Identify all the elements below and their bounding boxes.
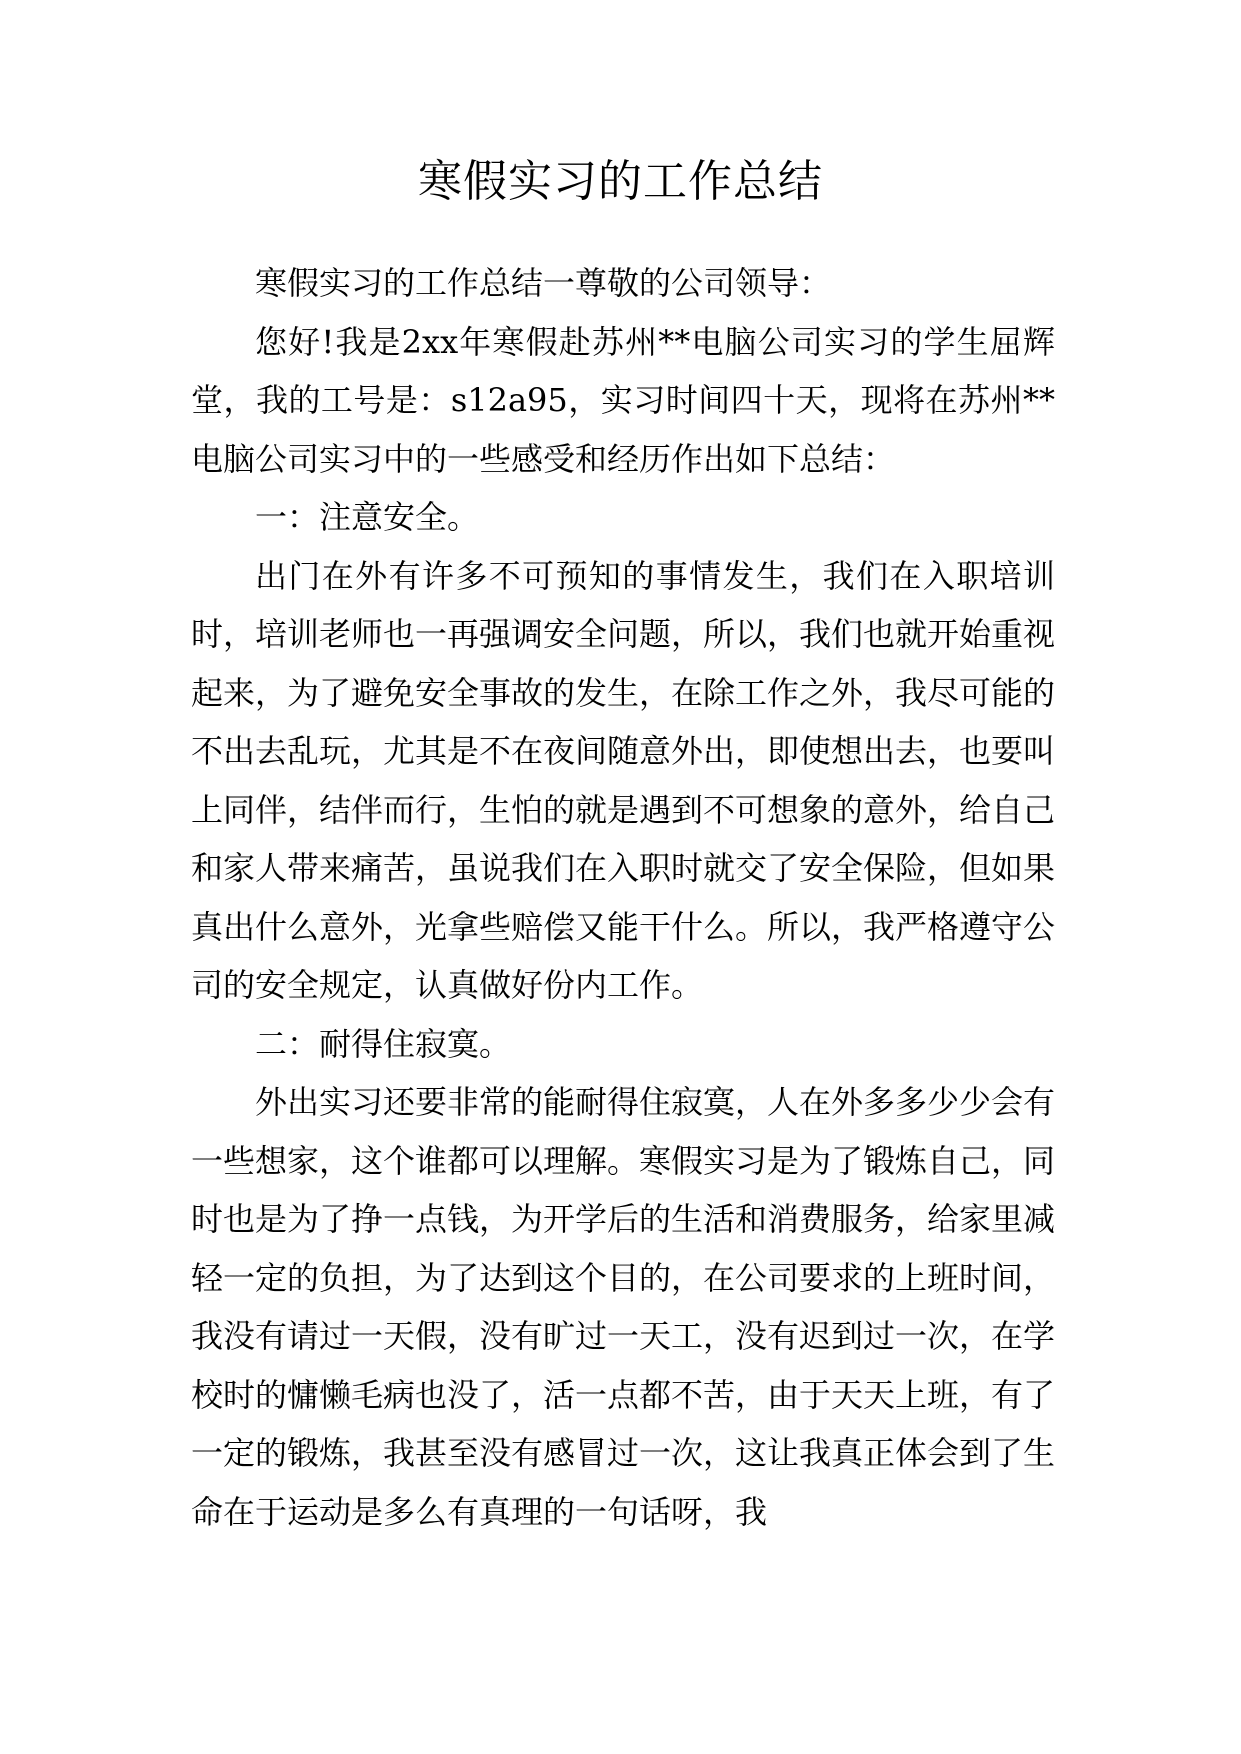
section-heading-safety: 一：注意安全。	[255, 498, 480, 536]
section-heading-loneliness: 二：耐得住寂寞。	[255, 1024, 512, 1063]
document-body	[191, 254, 1055, 1541]
paragraph-greeting: 寒假实习的工作总结一尊敬的公司领导：	[255, 264, 832, 302]
paragraph-introduction: 您好!我是2xx年寒假赴苏州**电脑公司实习的学生屈辉堂，我的工号是：s12a95，实习时间四十天，现将在苏州**电脑公司实习中的一些感受和经历作出如下总结：	[191, 322, 1055, 478]
paragraph-loneliness: 外出实习还要非常的能耐得住寂寞，人在外多多少少会有一些想家，这个谁都可以理解。寒假实习是为了锻炼自己，同时也是为了挣一点钱，为开学后的生活和消费服务，给家里减轻一定的负担，为了达到这个目的，在公司要求的上班时间，我没有请过一天假，没有旷过一天工，没有迟到过一次，在学校时的慵懒毛病也没了，活一点都不苦，由于天天上班，有了一定的锻炼，我甚至没有感冒过一次，这让我真正体会到了生命在于运动是多么有真理的一句话呀，我	[191, 1083, 1056, 1531]
document-title: 寒假实习的工作总结	[418, 156, 823, 207]
paragraph-safety: 出门在外有许多不可预知的事情发生，我们在入职培训时，培训老师也一再强调安全问题，所以，我们也就开始重视起来，为了避免安全事故的发生，在除工作之外，我尽可能的不出去乱玩，尤其是不在夜间随意外出，即使想出去，也要叫上同伴，结伴而行，生怕的就是遇到不可想象的意外，给自己和家人带来痛苦，虽说我们在入职时就交了安全保险，但如果真出什么意外，光拿些赔偿又能干什么。所以，我严格遵守公司的安全规定，认真做好份内工作。	[191, 556, 1056, 1004]
